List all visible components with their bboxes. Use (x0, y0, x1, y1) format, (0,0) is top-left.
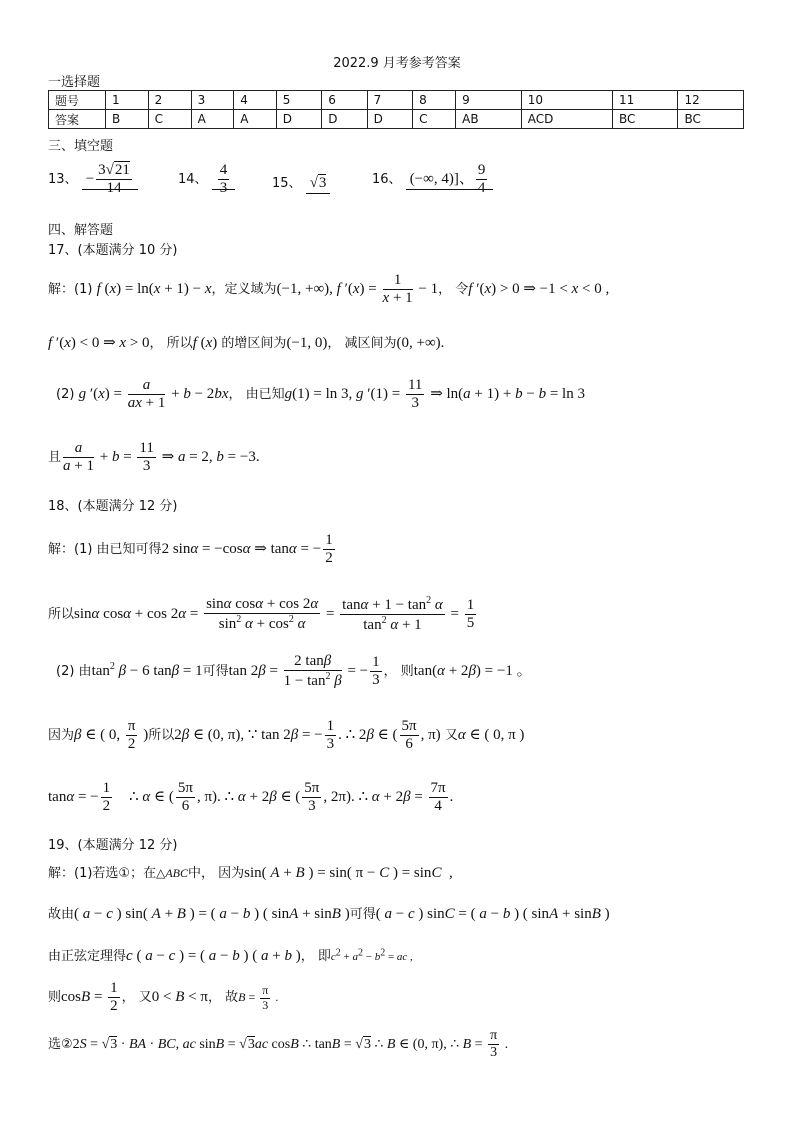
interval: (−∞, 4)]、 (409, 171, 474, 188)
table-row (49, 91, 744, 110)
numerator: 4 (218, 162, 230, 180)
table-cell: 12 (678, 91, 744, 110)
q18-line-4: 因为β ∈ ( 0, $\frac{\pi}{2}$ )所以2β ∈ (0, π), ∵ tan 2β = − $\frac{1}{3}$ . ∴ 2β ∈ ( $\frac{5\pi}{6}$ , π) 又α ∈ ( 0, π ) (48, 718, 525, 753)
text: 由正弦定理得 (48, 949, 127, 964)
text: 的增区间为 (221, 336, 287, 351)
text: 所以 (148, 728, 175, 744)
table-cell: A (234, 110, 277, 129)
fill-answer-13: 13、 − $\frac{3√21}{14}$ (48, 162, 138, 198)
text: 则 (48, 990, 62, 1006)
q18-title: 18、(本题满分 12 分) (48, 499, 178, 514)
q17-line-3: (2) g ′(x) = $\frac{a}{ax + 1}$ + b − 2bx， 由已知g(1) = ln 3, g ′(1) = $\frac{11}{3}$ ⇒ ln(a + 1) + b − b = ln 3 (56, 377, 585, 412)
row-label-answer: 答案 (49, 110, 106, 129)
q19-title: 19、(本题满分 12 分) (48, 838, 178, 853)
section-heading-fill: 三、填空题 (48, 139, 114, 154)
table-cell: AB (456, 110, 522, 129)
radicand: 21 (114, 162, 130, 178)
table-cell: 7 (367, 91, 412, 110)
text: 可得 (202, 664, 229, 680)
denominator: 14 (106, 180, 122, 197)
q19-line-1: 解：(1)若选①；在△ABC中， 因为sin( A + B ) = sin( π − C ) = sinC , (48, 865, 453, 881)
text: ，定义域为 (211, 282, 277, 298)
table-row (49, 110, 744, 129)
table-cell: D (367, 110, 412, 129)
question-label: 14、 (178, 172, 208, 188)
fill-answer-15: 15、 √3 (272, 172, 330, 192)
table-cell: 4 (234, 91, 277, 110)
circle-number: ① (118, 866, 131, 881)
table-cell: A (191, 110, 234, 129)
row-label-number: 题号 (49, 91, 106, 110)
q18-line-1: 解：(1) 由已知可得2 sinα = −cosα ⇒ tanα = − $\frac{1}{2}$ (48, 532, 333, 567)
label: (2) (56, 387, 75, 403)
q17-line-4: 且 $\frac{a}{a + 1}$ + b = $\frac{11}{3}$ ⇒ a = 2, b = −3. (48, 440, 260, 475)
table-cell: 11 (612, 91, 677, 110)
q17-title: 17、(本题满分 10 分) (48, 243, 178, 258)
q18-line-5: tanα = − $\frac{1}{2}$ ∴ α ∈ ( $\frac{5\pi}{6}$ , π). ∴ α + 2β ∈ ( $\frac{5\pi}{3}$ , 2π). ∴ α + 2β = $\frac{7\pi}{4}$ . (48, 780, 454, 815)
text: ， 即 (300, 949, 331, 964)
table-cell: 6 (322, 91, 367, 110)
table-cell: ACD (521, 110, 612, 129)
question-label: 16、 (372, 172, 402, 188)
label: 解：(1) 由已知可得 (48, 542, 162, 558)
table-cell: 3 (191, 91, 234, 110)
q19-line-3: 由正弦定理得c ( a − c ) = ( a − b ) ( a + b )， 即$c^2 + a^2 - b^2$ = ac , (48, 947, 413, 964)
numerator: 9 (476, 162, 488, 180)
coefficient: 3 (98, 162, 106, 178)
q19-line-2: 故由( a − c ) sin( A + B ) = ( a − b ) ( sinA + sinB )可得( a − c ) sinC = ( a − b ) ( sinA + sinB ) (48, 906, 610, 922)
text: ， 减区间为 (327, 336, 397, 351)
table-cell: 5 (276, 91, 321, 110)
fill-answer-14 (178, 162, 235, 198)
label: (2) 由 (56, 664, 92, 680)
label: 所以 (48, 607, 75, 623)
text: 解：(1)若选 (48, 866, 119, 881)
text: 选 (48, 1036, 62, 1052)
text: ；在 (130, 866, 157, 881)
table-cell: B (106, 110, 149, 129)
text: ， 由已知 (228, 387, 285, 403)
label: 且 (48, 450, 62, 466)
text: ， 则 (383, 664, 414, 680)
text: ， 故 (207, 990, 239, 1006)
text: ， 所以 (149, 336, 193, 351)
q19-line-5: 选②2S = √3 · BA · BC, ac sinB = √3ac cosB ∴ tanB = √3 ∴ B ∈ (0, π), ∴ B = $\frac{\pi}{3}$ . (48, 1028, 509, 1061)
fill-answer-16 (372, 162, 493, 198)
table-cell: C (413, 110, 456, 129)
q18-line-3: (2) 由$\tan^2 \beta - 6$ tanβ = 1可得tan 2β = $\frac{2 \tan\beta}{1 - \tan^2 \beta}$ = − $\frac{1}{3}$ ， 则tan(α + 2β) = −1 。 (56, 653, 532, 690)
section-heading-choice: 一选择题 (48, 75, 101, 90)
circle-number: ② (61, 1036, 73, 1052)
table-cell: 10 (521, 91, 612, 110)
page-title: 2022.9 月考参考答案 (333, 56, 461, 71)
table-cell: D (276, 110, 321, 129)
denominator: 4 (477, 180, 486, 197)
sign: − (85, 171, 95, 188)
radicand: 3 (318, 175, 327, 191)
section-heading-solutions: 四、解答题 (48, 223, 114, 238)
q17-line-2: f ′(x) < 0 ⇒ x > 0， 所以f (x) 的增区间为(−1, 0)， 减区间为(0, +∞). (48, 335, 445, 351)
label: 因为 (48, 728, 75, 744)
text: 中， 因为 (188, 866, 245, 881)
answer-table (48, 90, 744, 129)
table-cell: 8 (413, 91, 456, 110)
text: 又 (444, 728, 458, 744)
question-label: 15、 (272, 176, 302, 191)
table-cell: BC (678, 110, 744, 129)
table-cell: 2 (148, 91, 191, 110)
q19-line-4: 则cosB = $\frac{1}{2}$ ， 又0 < B < π， 故B = $\frac{\pi}{3}$ . (48, 980, 279, 1015)
text: 可得 (349, 907, 376, 922)
q18-line-2: 所以sinα cosα + cos 2α = $\frac{\text{sinα cosα + cos 2α}}{\sin^2 \alpha + \cos^2 \alpha}$ = $\frac{\tan\alpha + 1 - \tan^2 \alpha}{\tan^2 \alpha + 1}$ = $\frac{1}{5}$ (48, 595, 475, 634)
table-cell: D (322, 110, 367, 129)
table-cell: 1 (106, 91, 149, 110)
text: ， 令 (438, 282, 469, 298)
table-cell: BC (612, 110, 677, 129)
text: 故由 (48, 907, 75, 922)
q17-line-1: 解：(1) f (x) = ln(x + 1) − x，定义域为(−1, +∞), f ′(x) = $\frac{1}{x + 1}$ − 1， 令f ′(x) > 0 ⇒ −1 < x < 0 , (48, 272, 610, 307)
text: ， 又 (121, 990, 152, 1006)
table-cell: C (148, 110, 191, 129)
question-label: 13、 (48, 172, 78, 188)
table-cell: 9 (456, 91, 522, 110)
denominator: 3 (219, 180, 228, 197)
label: 解：(1) (48, 282, 93, 298)
